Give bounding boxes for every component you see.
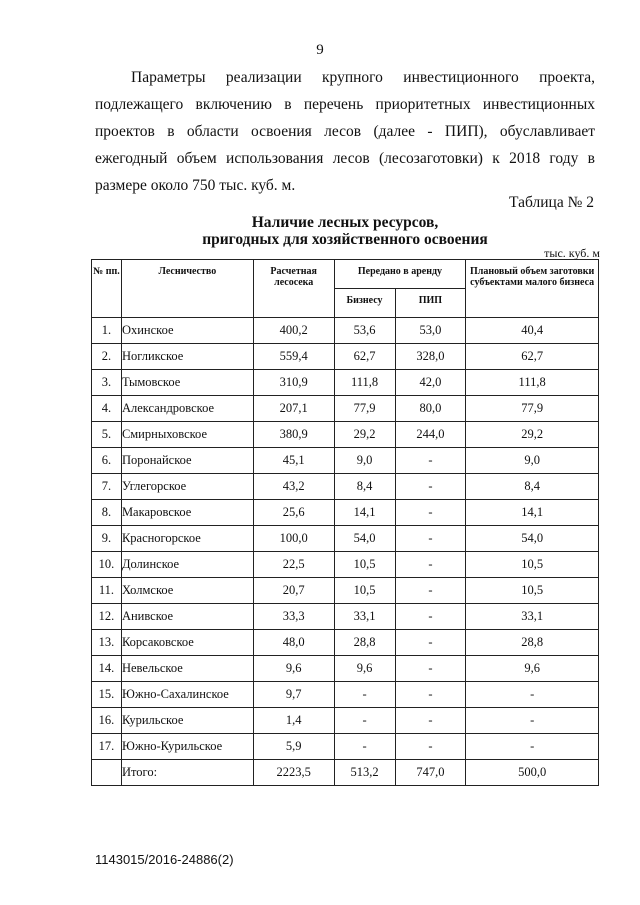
table-row: [92, 656, 599, 682]
row-allowable-cut: 2223,5: [253, 760, 334, 786]
table-row: [92, 578, 599, 604]
row-num: 6.: [92, 448, 122, 474]
table-row: [92, 500, 599, 526]
row-business: 9,6: [334, 656, 395, 682]
row-num: 14.: [92, 656, 122, 682]
row-forestry: Анивское: [121, 604, 253, 630]
row-pip: -: [395, 474, 466, 500]
row-forestry: Углегорское: [121, 474, 253, 500]
forest-resources-table: [91, 259, 599, 786]
row-allowable-cut: 48,0: [253, 630, 334, 656]
row-planned: 111,8: [466, 370, 599, 396]
header-transferred: Передано в аренду: [334, 260, 466, 289]
row-forestry: Красногорское: [121, 526, 253, 552]
row-allowable-cut: 22,5: [253, 552, 334, 578]
row-num: 7.: [92, 474, 122, 500]
row-planned: 77,9: [466, 396, 599, 422]
row-num: 11.: [92, 578, 122, 604]
row-num: 12.: [92, 604, 122, 630]
row-business: -: [334, 682, 395, 708]
row-pip: 328,0: [395, 344, 466, 370]
row-num: 17.: [92, 734, 122, 760]
table-row: [92, 682, 599, 708]
row-pip: -: [395, 604, 466, 630]
table-title-line-2: пригодных для хозяйственного освоения: [202, 231, 488, 248]
row-pip: -: [395, 656, 466, 682]
row-num: 4.: [92, 396, 122, 422]
row-forestry: Поронайское: [121, 448, 253, 474]
row-pip: -: [395, 448, 466, 474]
row-forestry: Макаровское: [121, 500, 253, 526]
row-num: 3.: [92, 370, 122, 396]
row-allowable-cut: 310,9: [253, 370, 334, 396]
table-label: Таблица № 2: [509, 194, 594, 211]
row-pip: -: [395, 526, 466, 552]
row-business: 77,9: [334, 396, 395, 422]
table-row: [92, 448, 599, 474]
row-pip: 42,0: [395, 370, 466, 396]
table-total-row: [92, 760, 599, 786]
row-num: 10.: [92, 552, 122, 578]
row-planned: 14,1: [466, 500, 599, 526]
row-business: 33,1: [334, 604, 395, 630]
table-row: [92, 552, 599, 578]
row-num: 9.: [92, 526, 122, 552]
units-label: тыс. куб. м: [544, 246, 600, 260]
row-pip: -: [395, 578, 466, 604]
row-planned: 33,1: [466, 604, 599, 630]
row-business: 14,1: [334, 500, 395, 526]
row-planned: 28,8: [466, 630, 599, 656]
row-num: 13.: [92, 630, 122, 656]
row-allowable-cut: 559,4: [253, 344, 334, 370]
row-planned: 9,0: [466, 448, 599, 474]
row-allowable-cut: 20,7: [253, 578, 334, 604]
row-forestry: Александровское: [121, 396, 253, 422]
table-row: [92, 708, 599, 734]
row-forestry: Ногликское: [121, 344, 253, 370]
table-row: [92, 370, 599, 396]
table-title-line-1: Наличие лесных ресурсов,: [251, 214, 439, 231]
row-business: 53,6: [334, 318, 395, 344]
row-forestry: Холмское: [121, 578, 253, 604]
header-num: № пп.: [92, 260, 122, 318]
row-num: 2.: [92, 344, 122, 370]
table-row: [92, 474, 599, 500]
table-row: [92, 318, 599, 344]
row-allowable-cut: 207,1: [253, 396, 334, 422]
row-pip: 80,0: [395, 396, 466, 422]
table-row: [92, 604, 599, 630]
row-num: 1.: [92, 318, 122, 344]
row-forestry: Южно-Курильское: [121, 734, 253, 760]
row-forestry: Долинское: [121, 552, 253, 578]
row-business: 8,4: [334, 474, 395, 500]
row-num: 16.: [92, 708, 122, 734]
row-allowable-cut: 45,1: [253, 448, 334, 474]
table-title: [90, 214, 600, 248]
header-allowable-cut: Расчетная лесосека: [253, 260, 334, 318]
row-business: 111,8: [334, 370, 395, 396]
row-pip: -: [395, 552, 466, 578]
row-business: 513,2: [334, 760, 395, 786]
row-planned: -: [466, 682, 599, 708]
document-code: 1143015/2016-24886(2): [95, 852, 234, 867]
row-business: 28,8: [334, 630, 395, 656]
row-pip: -: [395, 708, 466, 734]
header-business: Бизнесу: [334, 289, 395, 318]
table-row: [92, 422, 599, 448]
row-forestry: Курильское: [121, 708, 253, 734]
row-allowable-cut: 9,6: [253, 656, 334, 682]
table-row: [92, 396, 599, 422]
row-forestry: Невельское: [121, 656, 253, 682]
row-num: 15.: [92, 682, 122, 708]
row-pip: 53,0: [395, 318, 466, 344]
row-forestry: Итого:: [121, 760, 253, 786]
row-business: 62,7: [334, 344, 395, 370]
row-allowable-cut: 25,6: [253, 500, 334, 526]
row-pip: 244,0: [395, 422, 466, 448]
row-forestry: Тымовское: [121, 370, 253, 396]
row-planned: 54,0: [466, 526, 599, 552]
row-planned: 10,5: [466, 552, 599, 578]
row-allowable-cut: 1,4: [253, 708, 334, 734]
row-forestry: Корсаковское: [121, 630, 253, 656]
row-forestry: Южно-Сахалинское: [121, 682, 253, 708]
row-forestry: Смирныховское: [121, 422, 253, 448]
intro-paragraph: Параметры реализации крупного инвестиционного проекта, подлежащего включению в перечень приоритетных инвестиционных проектов в области освоения лесов (далее - ПИП), обуславливает ежегодный объем использования лесов (лесозаготовки) к 2018 году в размере около 750 тыс. куб. м.: [95, 69, 595, 194]
row-allowable-cut: 5,9: [253, 734, 334, 760]
row-allowable-cut: 380,9: [253, 422, 334, 448]
header-planned: Плановый объем заготовки субъектами малого бизнеса: [466, 260, 599, 318]
row-num: [92, 760, 122, 786]
row-business: 54,0: [334, 526, 395, 552]
row-business: -: [334, 734, 395, 760]
row-allowable-cut: 43,2: [253, 474, 334, 500]
table-row: [92, 734, 599, 760]
row-allowable-cut: 100,0: [253, 526, 334, 552]
row-planned: 40,4: [466, 318, 599, 344]
row-pip: -: [395, 630, 466, 656]
row-pip: -: [395, 500, 466, 526]
row-planned: 8,4: [466, 474, 599, 500]
row-pip: -: [395, 682, 466, 708]
row-num: 5.: [92, 422, 122, 448]
row-allowable-cut: 9,7: [253, 682, 334, 708]
row-pip: 747,0: [395, 760, 466, 786]
row-allowable-cut: 33,3: [253, 604, 334, 630]
row-num: 8.: [92, 500, 122, 526]
row-allowable-cut: 400,2: [253, 318, 334, 344]
row-pip: -: [395, 734, 466, 760]
row-business: 10,5: [334, 552, 395, 578]
table-row: [92, 630, 599, 656]
row-forestry: Охинское: [121, 318, 253, 344]
row-business: 10,5: [334, 578, 395, 604]
row-business: 29,2: [334, 422, 395, 448]
row-planned: 500,0: [466, 760, 599, 786]
row-planned: -: [466, 734, 599, 760]
header-pip: ПИП: [395, 289, 466, 318]
row-planned: 9,6: [466, 656, 599, 682]
header-forestry: Лесничество: [121, 260, 253, 318]
row-planned: -: [466, 708, 599, 734]
table-row: [92, 526, 599, 552]
row-planned: 10,5: [466, 578, 599, 604]
table-row: [92, 344, 599, 370]
row-planned: 29,2: [466, 422, 599, 448]
row-business: -: [334, 708, 395, 734]
row-business: 9,0: [334, 448, 395, 474]
page-number: 9: [316, 42, 324, 58]
row-planned: 62,7: [466, 344, 599, 370]
